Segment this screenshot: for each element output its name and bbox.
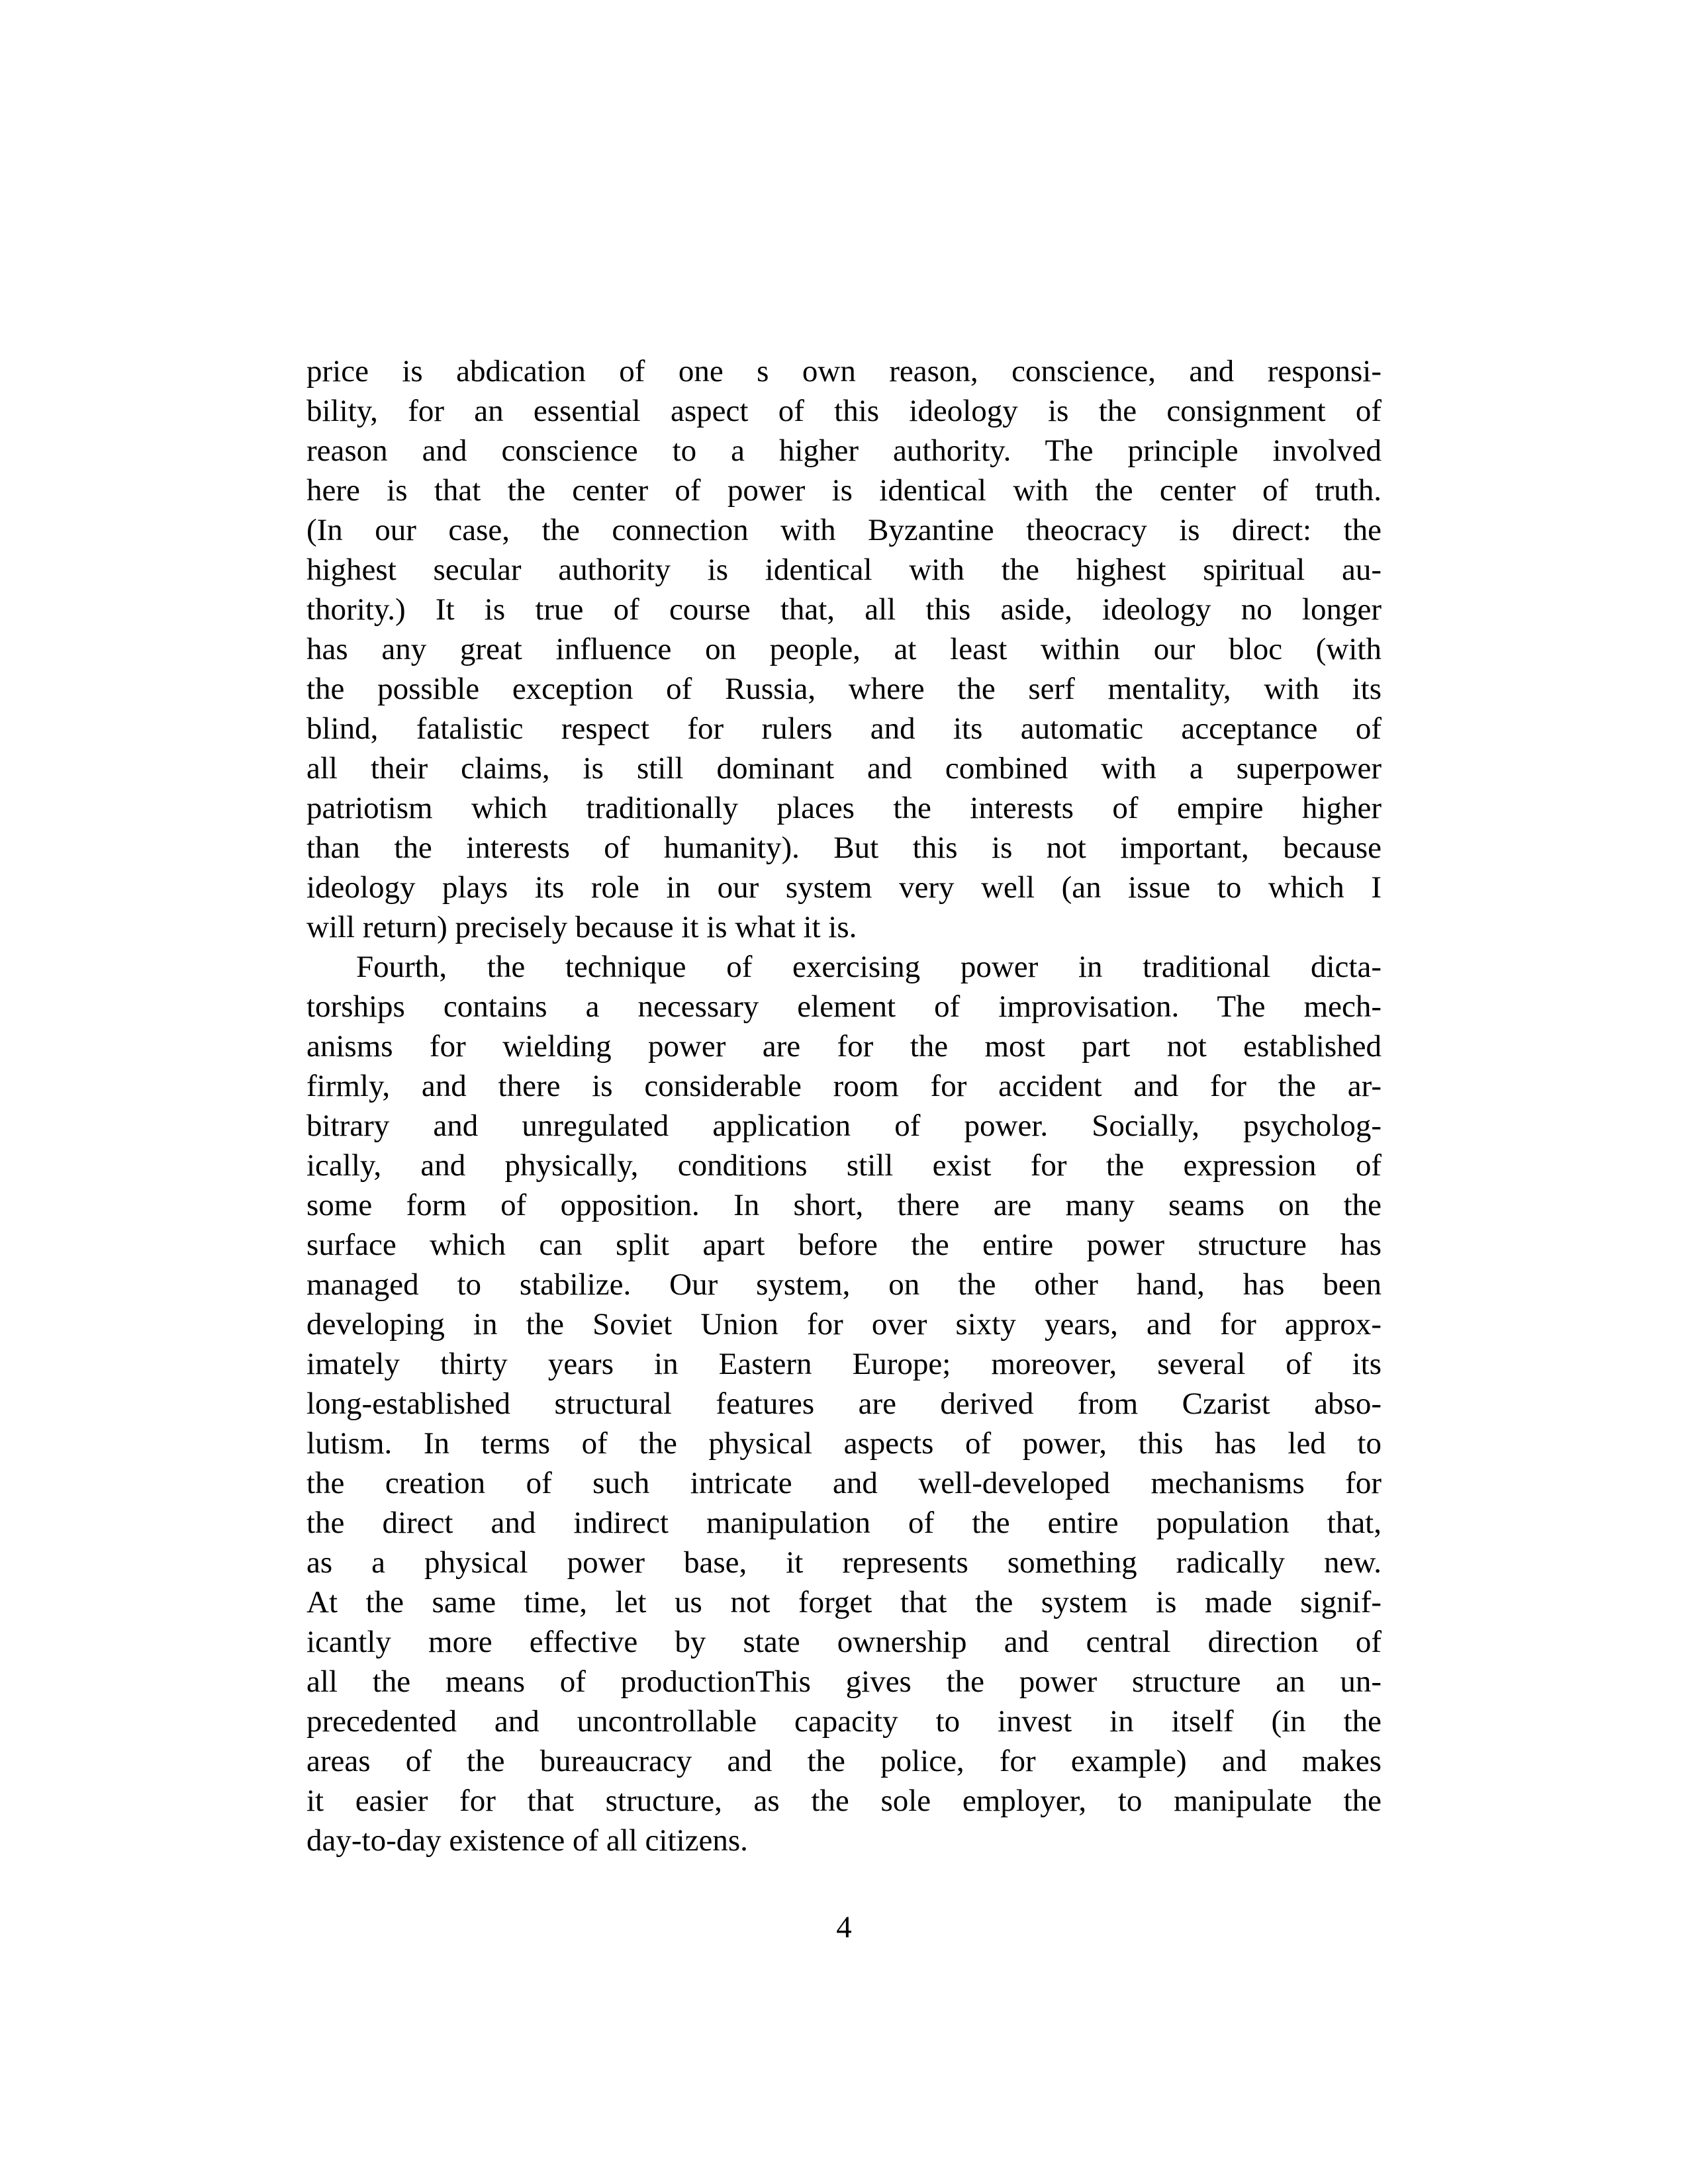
text-line: the direct and indirect manipulation of the entire population that, — [306, 1506, 1382, 1540]
text-line: surface which can split apart before the entire power structure has — [306, 1228, 1382, 1262]
text-line: bility, for an essential aspect of this ideology is the consignment of — [306, 394, 1382, 428]
text-line: here is that the center of power is identical with the center of truth. — [306, 473, 1382, 508]
text-line: the creation of such intricate and well-developed mechanisms for — [306, 1466, 1382, 1500]
body-text — [306, 351, 1382, 1860]
text-line: anisms for wielding power are for the most part not established — [306, 1029, 1382, 1064]
paragraph — [306, 351, 1382, 947]
text-line: it easier for that structure, as the sole employer, to manipulate the — [306, 1784, 1382, 1818]
text-line: will return) precisely because it is what it is. — [306, 910, 857, 944]
text-line: At the same time, let us not forget that the system is made signif- — [306, 1585, 1382, 1619]
text-line: patriotism which traditionally places the interests of empire higher — [306, 791, 1382, 825]
text-line: lutism. In terms of the physical aspects of power, this has led to — [306, 1426, 1382, 1461]
text-line: Fourth, the technique of exercising power in traditional dicta- — [356, 950, 1382, 984]
text-line: (In our case, the connection with Byzantine theocracy is direct: the — [306, 513, 1382, 547]
text-line: icantly more effective by state ownership and central direction of — [306, 1625, 1382, 1659]
text-line: all their claims, is still dominant and combined with a superpower — [306, 751, 1382, 786]
text-line: imately thirty years in Eastern Europe; moreover, several of its — [306, 1347, 1382, 1381]
text-line: areas of the bureaucracy and the police, for example) and makes — [306, 1744, 1382, 1778]
text-line: blind, fatalistic respect for rulers and its automatic acceptance of — [306, 711, 1382, 746]
text-line: highest secular authority is identical with the highest spiritual au- — [306, 553, 1382, 587]
text-line: reason and conscience to a higher authority. The principle involved — [306, 433, 1382, 468]
paragraph — [306, 947, 1382, 1860]
text-line: managed to stabilize. Our system, on the other hand, has been — [306, 1267, 1382, 1302]
page-number: 4 — [836, 1910, 852, 1944]
text-line: torships contains a necessary element of improvisation. The mech- — [306, 989, 1382, 1024]
text-line: developing in the Soviet Union for over sixty years, and for approx- — [306, 1307, 1382, 1342]
text-line: than the interests of humanity). But this is not important, because — [306, 831, 1382, 865]
text-line: ideology plays its role in our system very well (an issue to which I — [306, 870, 1382, 905]
text-line: the possible exception of Russia, where the serf mentality, with its — [306, 672, 1382, 706]
text-line: all the means of productionThis gives the power structure an un- — [306, 1664, 1382, 1699]
text-line: price is abdication of one s own reason, conscience, and responsi- — [306, 354, 1382, 388]
text-line: precedented and uncontrollable capacity to invest in itself (in the — [306, 1704, 1382, 1739]
text-line: as a physical power base, it represents something radically new. — [306, 1545, 1382, 1580]
text-line: bitrary and unregulated application of power. Socially, psycholog- — [306, 1109, 1382, 1143]
text-line: has any great influence on people, at least within our bloc (with — [306, 632, 1382, 666]
text-line: long-established structural features are derived from Czarist abso- — [306, 1387, 1382, 1421]
text-line: day-to-day existence of all citizens. — [306, 1823, 748, 1858]
text-line: thority.) It is true of course that, all this aside, ideology no longer — [306, 592, 1382, 627]
text-line: some form of opposition. In short, there are many seams on the — [306, 1188, 1382, 1222]
text-line: ically, and physically, conditions still exist for the expression of — [306, 1148, 1382, 1183]
text-line: firmly, and there is considerable room for accident and for the ar- — [306, 1069, 1382, 1103]
